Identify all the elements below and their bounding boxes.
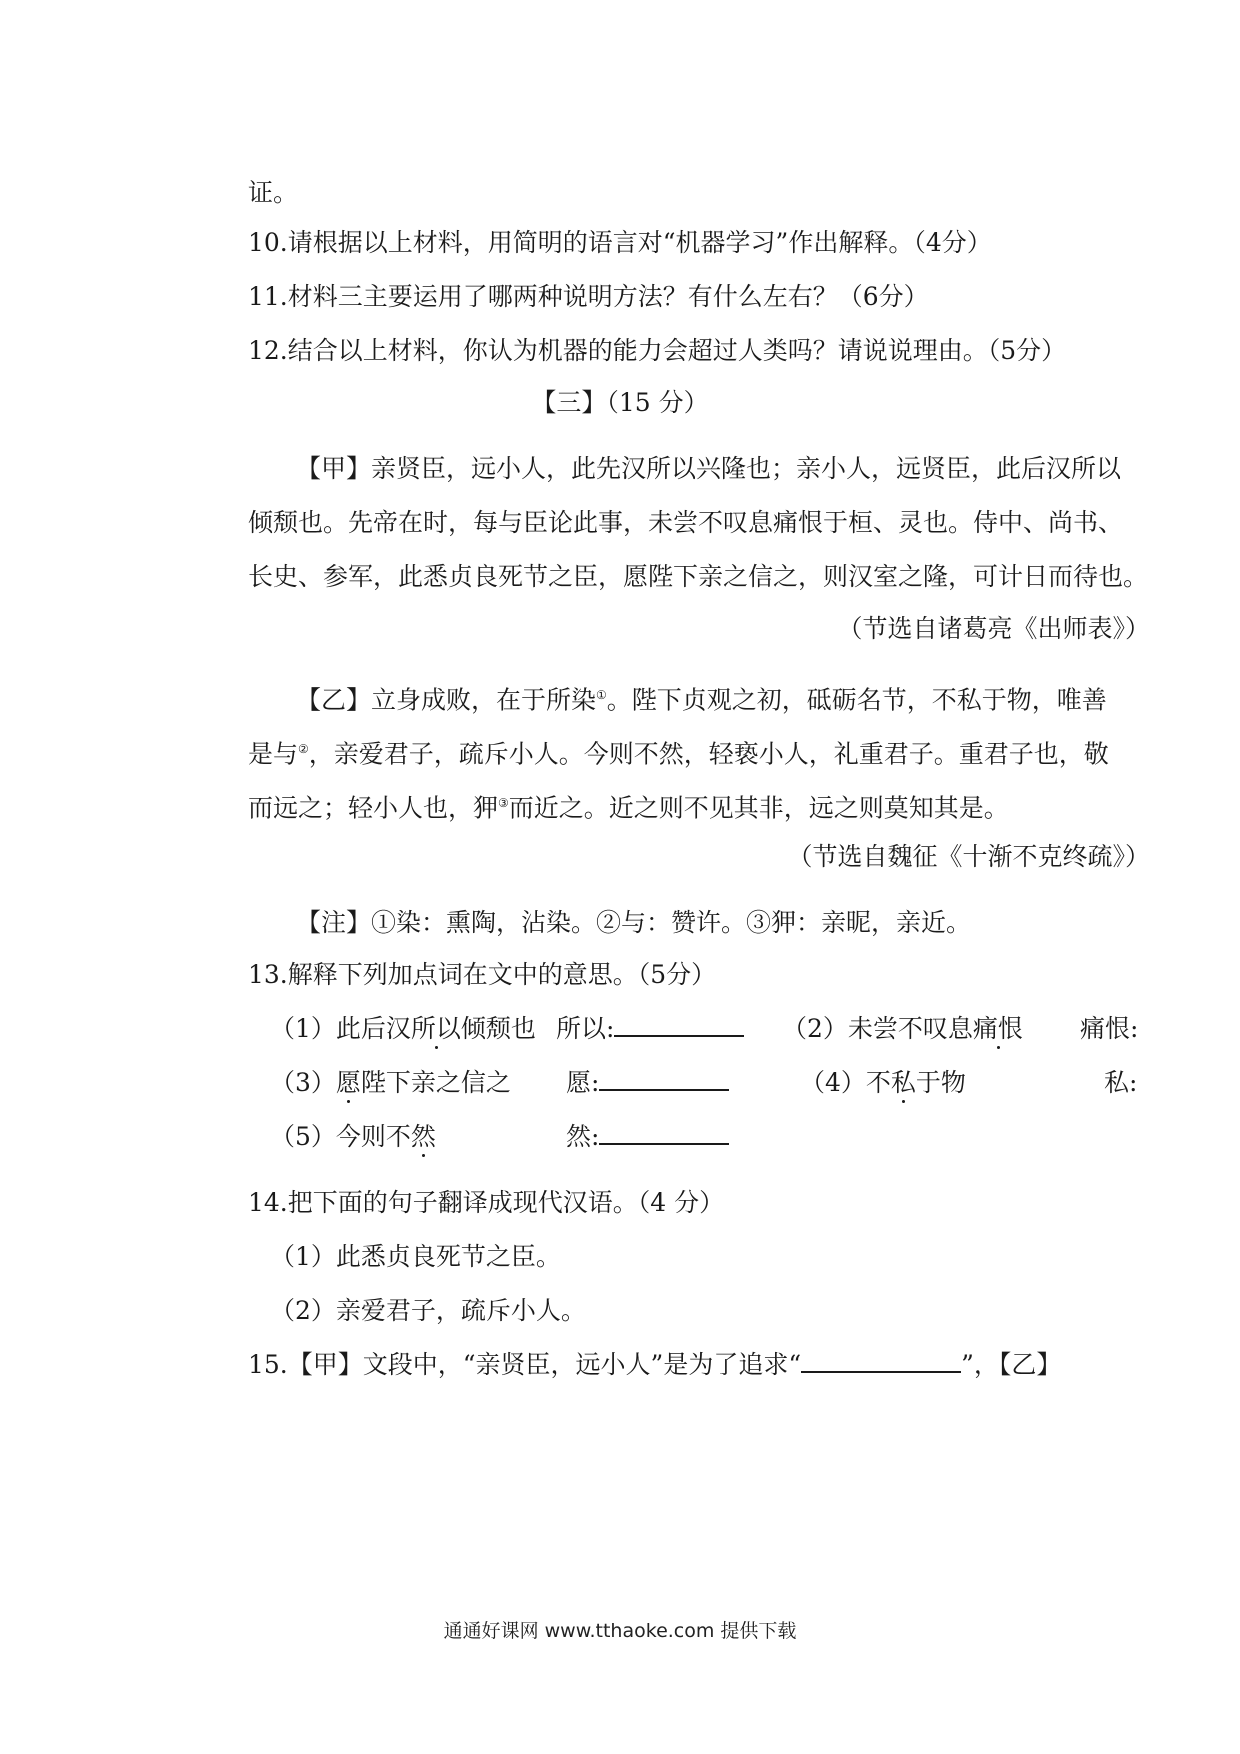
q14-item-1: （1）此悉贞良死节之臣。 (270, 1242, 561, 1271)
passage-jia-line-2: 倾颓也。先帝在时，每与臣论此事，未尝不叹息痛恨于桓、灵也。侍中、尚书、 (248, 508, 1124, 537)
question-11: 11.材料三主要运用了哪两种说明方法？有什么左右？（6分） (248, 282, 929, 311)
question-14-title: 14.把下面的句子翻译成现代汉语。（4 分） (248, 1188, 725, 1217)
dotted-word: 愿 (335, 1068, 361, 1097)
q13-answer-label: 然: (566, 1122, 600, 1151)
passage-jia-line-3: 长史、参军，此悉贞良死节之臣，愿陛下亲之信之，则汉室之隆，可计日而待也。 (248, 562, 1149, 591)
q13-item-2 (782, 1012, 1023, 1046)
passage-yi-line-1 (296, 678, 1107, 717)
q13-answer-2: 痛恨: (1080, 1014, 1139, 1043)
q15-text: ”，【乙】 (961, 1350, 1062, 1379)
passage-yi-text: 。陛下贞观之初，砥砺名节，不私于物，唯善 (606, 685, 1107, 715)
q13-answer-label: 所以: (556, 1014, 615, 1043)
q13-answer-5 (566, 1120, 729, 1154)
q13-answer-3 (566, 1066, 729, 1100)
section-title: 【三】（15 分） (531, 388, 709, 417)
q13-item-4 (800, 1066, 966, 1100)
q13-answer-label: 愿: (566, 1068, 600, 1097)
passage-yi-line-2 (248, 732, 1148, 771)
question-10: 10.请根据以上材料，用简明的语言对“机器学习”作出解释。（4分） (248, 228, 992, 257)
q13-item-1 (270, 1012, 536, 1046)
q13-item-text: （5）今则不 (270, 1122, 411, 1151)
q13-item-text: （2）未尝不叹息 (782, 1014, 973, 1043)
passage-yi-text: 是与 (248, 739, 299, 769)
q13-item-text: （3） (270, 1068, 336, 1097)
continuation-text: 证。 (248, 178, 299, 207)
q13-item-text: 陛下亲之信之 (360, 1068, 511, 1097)
page-footer: 通通好课网 www.tthaoke.com 提供下载 (443, 1620, 797, 1642)
footnote-marker: ② (298, 742, 309, 756)
passage-yi-source: （节选自魏征《十渐不克终疏》） (787, 842, 1150, 871)
annotation-note: 【注】①染：熏陶，沾染。②与：赞许。③狎：亲昵，亲近。 (296, 908, 972, 937)
question-15 (248, 1348, 1061, 1382)
q13-item-3 (270, 1066, 511, 1100)
passage-yi-text: ，亲爱君子，疏斥小人。今则不然，轻亵小人，礼重君子。重君子也，敬 (308, 739, 1109, 769)
dotted-word: 痛恨 (972, 1014, 1023, 1043)
footnote-marker: ③ (498, 796, 509, 810)
passage-yi-text: 而近之。近之则不见其非，远之则莫知其是。 (508, 793, 1009, 823)
q13-item-text: （4）不 (800, 1068, 891, 1097)
answer-blank[interactable] (599, 1067, 729, 1091)
question-13-title: 13.解释下列加点词在文中的意思。（5分） (248, 960, 717, 989)
passage-yi-text: 【乙】立身成败，在于所染 (296, 685, 597, 715)
q13-item-text: 倾颓也 (460, 1014, 536, 1043)
passage-yi-text: 而远之；轻小人也，狎 (248, 793, 499, 823)
passage-yi-line-3 (248, 786, 1148, 825)
answer-blank[interactable] (614, 1013, 744, 1037)
question-12: 12.结合以上材料，你认为机器的能力会超过人类吗？请说说理由。（5分） (248, 336, 1067, 365)
q14-item-2: （2）亲爱君子，疏斥小人。 (270, 1296, 586, 1325)
dotted-word: 所以 (410, 1014, 461, 1043)
dotted-word: 然 (410, 1122, 436, 1151)
dotted-word: 私 (890, 1068, 916, 1097)
q13-item-text: 于物 (915, 1068, 966, 1097)
passage-jia-source: （节选自诸葛亮《出师表》） (837, 614, 1150, 643)
q15-text: 15.【甲】文段中，“亲贤臣，远小人”是为了追求“ (248, 1350, 802, 1379)
q13-item-5 (270, 1120, 436, 1154)
q13-answer-1 (556, 1012, 744, 1046)
q13-item-text: （1）此后汉 (270, 1014, 411, 1043)
answer-blank[interactable] (801, 1349, 961, 1373)
q13-answer-4: 私: (1104, 1068, 1138, 1097)
footnote-marker: ① (596, 688, 607, 702)
passage-jia-line-1: 【甲】亲贤臣，远小人，此先汉所以兴隆也；亲小人，远贤臣，此后汉所以 (296, 454, 1122, 483)
answer-blank[interactable] (599, 1121, 729, 1145)
